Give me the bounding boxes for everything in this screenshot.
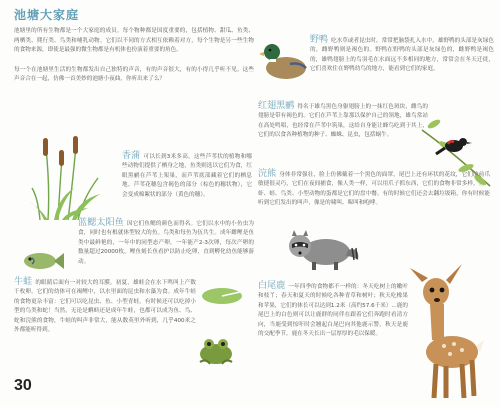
intro-paragraph-2: 每一个在池塘里生活的生物都发出自己独特的声音，有的声音很大，有的小得几乎听不见。这些声音合在一起，仿佛一首美妙的池塘小夜曲，你听出来了么？ bbox=[14, 66, 254, 83]
entry-title-cattail: 香蒲 bbox=[122, 151, 141, 161]
page-number: 30 bbox=[14, 377, 32, 394]
entry-title-deer: 白尾鹿 bbox=[258, 281, 286, 291]
mallard-icon bbox=[260, 38, 308, 84]
entry-deer bbox=[258, 282, 408, 339]
entry-title-blackbird: 红翅黑鹂 bbox=[258, 101, 295, 111]
entry-title-bullfrog: 牛蛙 bbox=[14, 277, 33, 287]
bluegill-icon bbox=[20, 250, 64, 272]
entry-blackbird bbox=[258, 102, 428, 141]
cattail-icon bbox=[28, 128, 114, 220]
entry-text-cattail: 可以长到3米多高，这些芦苇状的植物和哪些动物们提供了栖身之地，鱼类则选以它们为食，红眼黑鹂在芦苇上架巢，而芦苇底部藏着它们的栖息地。芦苇花穗包含褐色的部分（棕色的穗状物），它会变成棉絮状的部分（黄色的穗）。 bbox=[122, 154, 252, 198]
entry-text-raccoon: 身体非常强壮，脸上仿佛戴着一个黑色的面罩，尾巴上还有环状的花纹，它们的前爪敏捷很灵巧，它们在夜间捕食，像人类一样，可以用爪子抓东西，它们的食物非常多样，鱼、虾、蛙、鸟类、小型动物的蛋都是它们的盘中餐。有的时候它们还会去翻垃圾箱，你有时候能听到它们发出的叫声，像是的啸叫、嗥叫和咆哮。 bbox=[258, 172, 490, 207]
entry-text-deer: 一年四季的食物都不一样的：冬天吃树上的嫩叶和枝丫；春天和夏天的时候吃各种青草和树叶；秋天吃橡果和苹果，它们的体长可以达到1.2米（高约57.6千米）...鹿的尾巴上的白色则可以让鹿群的同伴在跟着它们奔跑时看清方向，当鹿受到惊吓时会翘起白尾巴向其他鹿示警，秋天是鹿的交配季节，鹿在冬天长出一层厚厚的毛以保暖。 bbox=[258, 284, 408, 338]
entry-text-blackbird: 得名于雄鸟黑色身躯翅膀上的一抹红色斑块，雌鸟的翅膀是带有褐色的。它们在芦苇上靠那以保护自己的领地，雄鸟常站在高处鸣唱，也经常在芦苇中筑巢，这给自身能让蜂鸟吃到于其上，它们的以食各种植物的种子、蜘蛛、昆虫，包括蜗牛。 bbox=[258, 104, 428, 139]
entry-sunfish bbox=[78, 219, 254, 267]
entry-title-mallard: 野鸭 bbox=[310, 35, 329, 45]
raccoon-icon bbox=[282, 226, 360, 270]
entry-text-bullfrog: 的眼睛后面有一对较大的耳膜。初夏，雄蛙会在水下鸣叫上产数千枚卵。它们的幼体可在褐鲤中，以水里面的昆虫和水藻为食。成年牛蛙的食物更杂丰富：它们可以吃昆虫、鱼、小型青蛙，有时候还可以吃掉小型的鸟类和蛇！当然，无论是蝌蚪还是成年牛蛙，也都可以成为鱼、鸟、蛇和浣熊的食物，牛蛙的叫声非常大，能从数英里外听到，几乎400米之外都能听得到。 bbox=[14, 280, 196, 334]
entry-text-sunfish: 因它们鱼鳃的颜色而得名。它们以水中的小鱼虫为食，同时也有根就体型较大的鱼。鸟类和每鱼为伍共生。成年雌鲤是鱼类中最鲜艳的，一年中的同型态产卵，一年能产2-3次卵，每次产卵的数量超过20000枚，鲤鱼刻长鱼看护以防止吃卵，直到孵化幼鱼能够游动。 bbox=[78, 221, 254, 265]
entry-cattail bbox=[122, 152, 252, 200]
left-column bbox=[14, 6, 254, 334]
entry-bullfrog bbox=[14, 278, 196, 335]
intro-paragraph-1: 池塘里的所有生物都是一个大家庭的成员。每个物种都是国度重要的，包括植物、甜瓜、鱼类、两栖类、爬行类、鸟类和哺乳动物。它们以不同的方式相互依赖着对方，每个生物是另一些生物的食物来源，即使是最强的微生物都是有机体也扮演着重要的角色。 bbox=[14, 28, 254, 54]
entry-title-sunfish: 蓝鳃太阳鱼 bbox=[78, 218, 124, 228]
fawn-icon bbox=[404, 256, 494, 402]
entry-mallard bbox=[310, 36, 494, 75]
page-title: 池塘大家庭 bbox=[14, 8, 80, 22]
lily-pad-icon bbox=[200, 286, 244, 306]
entry-title-raccoon: 浣熊 bbox=[258, 169, 277, 179]
blackbird-icon bbox=[420, 110, 494, 190]
entry-text-mallard: 吃水草或者昆虫时，常常把脑袋扎入水中，雄野鸭的头部是灰绿色的，雌野鸭则是褐色的。野鸭在野鸭的头部是灰绿色的，雌野鸭是褐色的，雄鸭翅膀上的鸟羽毛在水面远不多相同的地方，常常会在冬天迁徙，它们喜欢住在野鸭幼鸟的地方，能看到它们的家庭。 bbox=[310, 38, 494, 73]
bullfrog-icon bbox=[196, 336, 236, 366]
